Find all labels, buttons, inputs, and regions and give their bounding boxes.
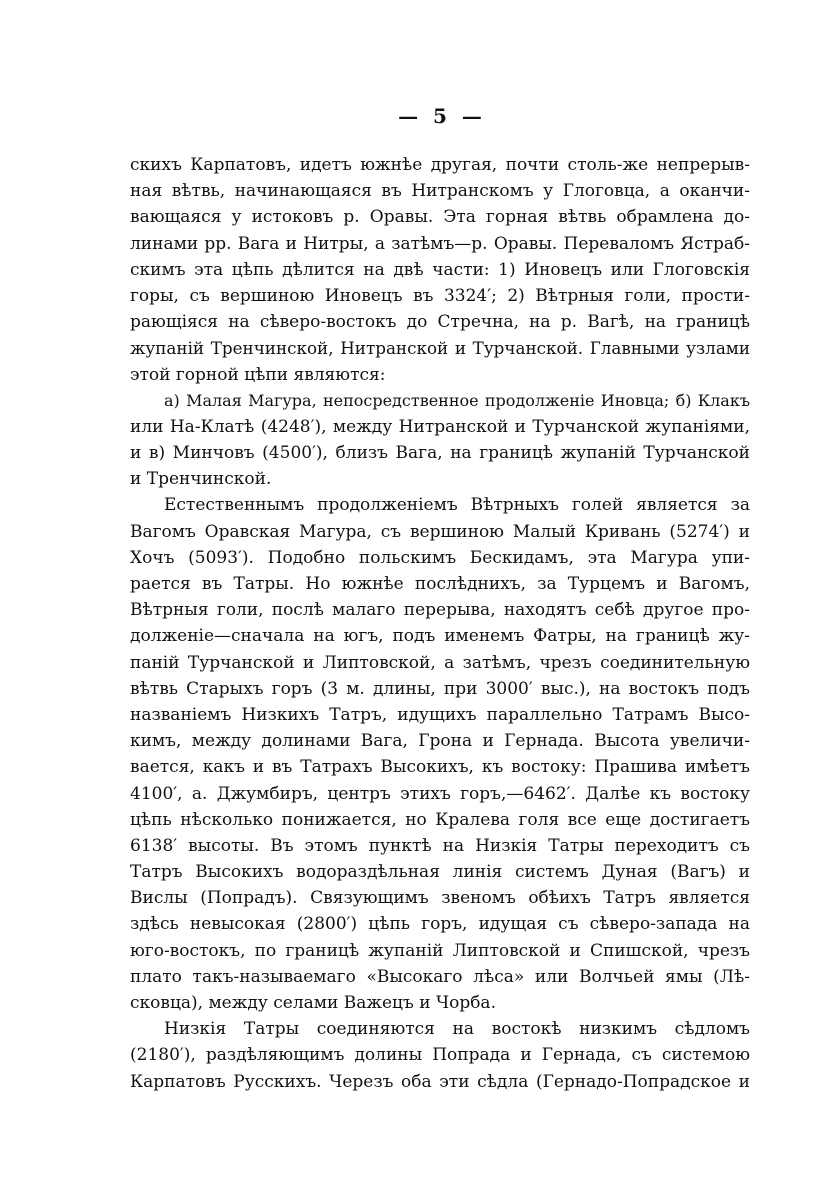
text-line: паній Турчанской и Липтовской, а затѣмъ, чрезъ соединительную bbox=[130, 652, 750, 673]
text-line: Низкія Татры соединяются на востокѣ низкимъ сѣдломъ bbox=[164, 1019, 750, 1040]
text-line: горы, съ вершиною Иновецъ въ 3324′; 2) Вѣтрныя голи, прости- bbox=[130, 285, 750, 306]
text-line: 4100′, а. Джумбиръ, центръ этихъ горъ,—6462′. Далѣе къ востоку bbox=[130, 783, 750, 804]
text-line: а) Малая Магура, непосредственное продолженіе Иновца; б) Клакъ bbox=[164, 390, 750, 410]
text-line: Татръ Высокихъ водораздѣльная линія системъ Дуная (Вагъ) и bbox=[130, 862, 750, 883]
paragraph bbox=[130, 152, 750, 388]
paragraph bbox=[130, 1016, 750, 1095]
text-line: скихъ Карпатовъ, идетъ южнѣе другая, почти столь-же непрерыв- bbox=[130, 155, 750, 175]
paragraph bbox=[130, 492, 750, 1016]
text-line: рающіяся на сѣверо-востокъ до Стречна, на р. Вагѣ, на границѣ bbox=[130, 312, 750, 333]
text-line: вается, какъ и въ Татрахъ Высокихъ, къ востоку: Прашива имѣетъ bbox=[130, 757, 750, 778]
text-line: Вѣтрныя голи, послѣ малаго перерыва, находятъ себѣ другое про- bbox=[130, 600, 750, 621]
text-line: Карпатовъ Русскихъ. Черезъ оба эти сѣдла (Гернадо-Попрадское и bbox=[130, 1071, 750, 1092]
text-line: и Тренчинской. bbox=[130, 469, 272, 490]
body-text bbox=[130, 152, 750, 1095]
text-line: названіемъ Низкихъ Татръ, идущихъ параллельно Татрамъ Высо- bbox=[130, 704, 750, 725]
text-line: цѣпь нѣсколько понижается, но Кралева голя все еще достигаетъ bbox=[130, 809, 750, 830]
text-line: юго-востокъ, по границѣ жупаній Липтовской и Спишской, чрезъ bbox=[130, 940, 750, 961]
text-line: линами рр. Вага и Нитры, а затѣмъ—р. Оравы. Переваломъ Ястраб- bbox=[130, 233, 750, 254]
text-line: сковца), между селами Важецъ и Чорба. bbox=[130, 993, 496, 1013]
text-line: 6138′ высоты. Въ этомъ пунктѣ на Низкія Татры переходитъ съ bbox=[130, 835, 750, 856]
text-line: этой горной цѣпи являются: bbox=[130, 364, 386, 385]
paragraph-list bbox=[130, 388, 750, 493]
text-line: Естественнымъ продолженіемъ Вѣтрныхъ голей является за bbox=[164, 495, 750, 516]
text-line: жупаній Тренчинской, Нитранской и Турчанской. Главными узлами bbox=[130, 338, 750, 359]
text-line: вѣтвь Старыхъ горъ (3 м. длины, при 3000′ выс.), на востокъ подъ bbox=[130, 678, 750, 699]
text-line: Вислы (Попрадъ). Связующимъ звеномъ обѣихъ Татръ является bbox=[130, 888, 750, 909]
text-line: плато такъ-называемаго «Высокаго лѣса» или Волчьей ямы (Лѣ- bbox=[130, 966, 750, 987]
text-line: долженіе—сначала на югъ, подъ именемъ Фатры, на границѣ жу- bbox=[130, 626, 750, 647]
text-line: здѣсь невысокая (2800′) цѣпь горъ, идущая съ сѣверо-запада на bbox=[130, 914, 750, 935]
text-line: и в) Минчовъ (4500′), близъ Вага, на границѣ жупаній Турчанской bbox=[130, 443, 750, 464]
page-number: — 5 — bbox=[398, 104, 486, 128]
text-line: Вагомъ Оравская Магура, съ вершиною Малый Кривань (5274′) и bbox=[130, 521, 750, 542]
text-line: рается въ Татры. Но южнѣе послѣднихъ, за Турцемъ и Вагомъ, bbox=[130, 574, 750, 594]
text-line: ная вѣтвь, начинающаяся въ Нитранскомъ у Глоговца, а оканчи- bbox=[130, 181, 750, 202]
text-line: (2180′), раздѣляющимъ долины Попрада и Гернада, съ системою bbox=[130, 1045, 750, 1066]
text-line: скимъ эта цѣпь дѣлится на двѣ части: 1) Иновецъ или Глоговскія bbox=[130, 259, 750, 280]
text-line: Хочъ (5093′). Подобно польскимъ Бескидамъ, эта Магура упи- bbox=[130, 547, 750, 568]
text-line: вающаяся у истоковъ р. Оравы. Эта горная вѣтвь обрамлена до- bbox=[130, 207, 750, 228]
text-line: кимъ, между долинами Вага, Грона и Гернада. Высота увеличи- bbox=[130, 731, 750, 752]
text-line: или На-Клатѣ (4248′), между Нитранской и Турчанской жупаніями, bbox=[130, 416, 750, 437]
